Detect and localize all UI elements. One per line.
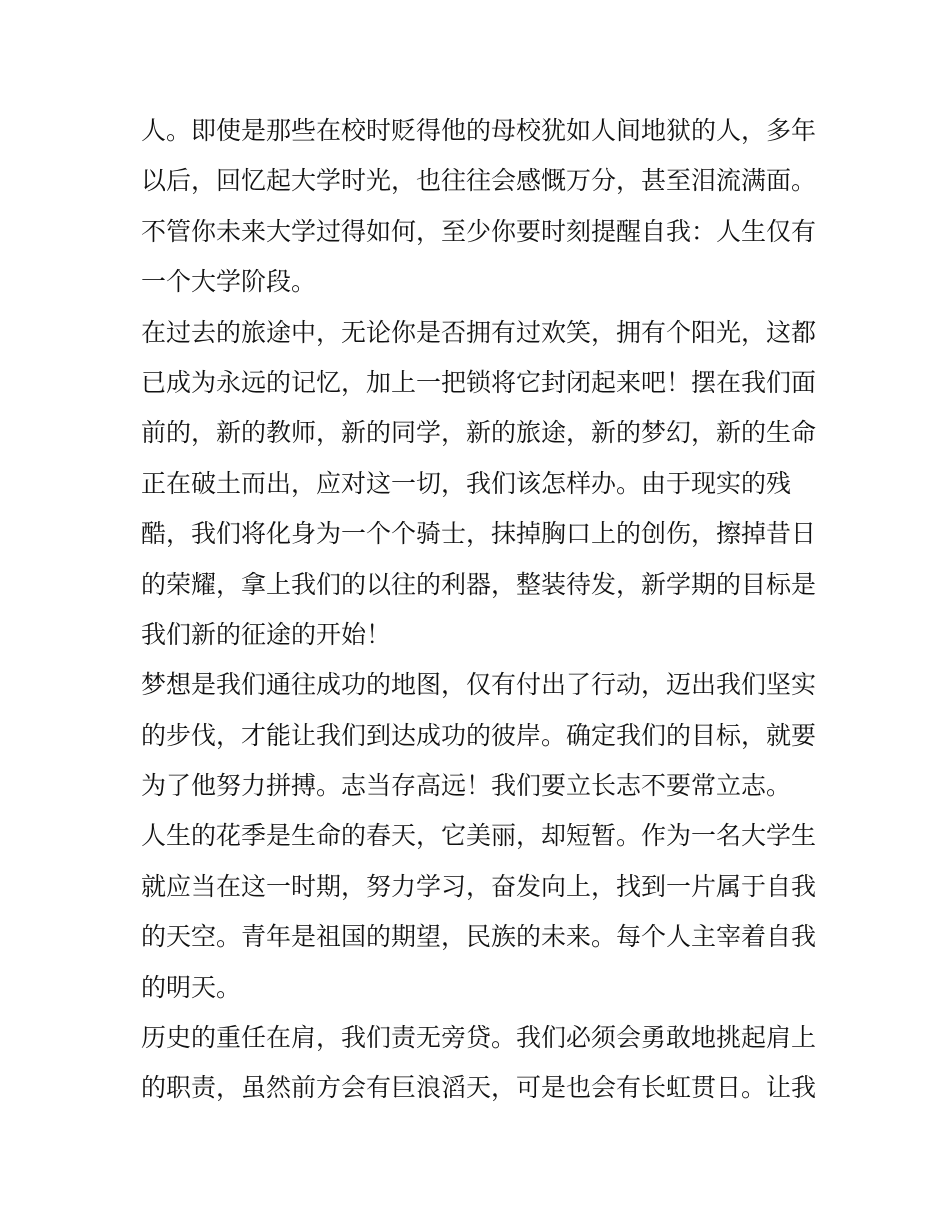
text-line: 人。即使是那些在校时贬得他的母校犹如人间地狱的人，多年 bbox=[141, 116, 817, 145]
text-line: 人生的花季是生命的春天，它美丽，却短暂。作为一名大学生 bbox=[141, 821, 817, 851]
text-line: 的荣耀，拿上我们的以往的利器，整装待发，新学期的目标是 bbox=[141, 569, 817, 599]
text-line: 历史的重任在肩，我们责无旁贷。我们必须会勇敢地挑起肩上 bbox=[141, 1023, 817, 1053]
text-line: 就应当在这一时期，努力学习，奋发向上，找到一片属于自我 bbox=[141, 871, 817, 901]
text-line: 梦想是我们通往成功的地图，仅有付出了行动，迈出我们坚实 bbox=[141, 670, 817, 700]
text-line: 的步伐，才能让我们到达成功的彼岸。确定我们的目标，就要 bbox=[141, 720, 817, 750]
text-line: 已成为永远的记忆，加上一把锁将它封闭起来吧！摆在我们面 bbox=[141, 367, 817, 397]
text-line: 的天空。青年是祖国的期望，民族的未来。每个人主宰着自我 bbox=[141, 922, 817, 952]
text-line: 正在破土而出，应对这一切，我们该怎样办。由于现实的残 bbox=[141, 468, 792, 498]
text-line: 前的，新的教师，新的同学，新的旅途，新的梦幻，新的生命 bbox=[141, 418, 817, 448]
text-line: 以后，回忆起大学时光，也往往会感慨万分，甚至泪流满面。 bbox=[141, 166, 817, 196]
text-line: 的职责，虽然前方会有巨浪滔天，可是也会有长虹贯日。让我 bbox=[141, 1073, 817, 1103]
text-line: 的明天。 bbox=[141, 972, 242, 1002]
text-line: 为了他努力拼搏。志当存高远！我们要立长志不要常立志。 bbox=[141, 771, 792, 801]
text-line: 酷，我们将化身为一个个骑士，抹掉胸口上的创伤，擦掉昔日 bbox=[141, 519, 817, 549]
body-text bbox=[141, 106, 821, 1114]
text-line: 一个大学阶段。 bbox=[141, 267, 317, 297]
text-line: 不管你未来大学过得如何，至少你要时刻提醒自我：人生仅有 bbox=[141, 216, 817, 246]
text-line: 在过去的旅途中，无论你是否拥有过欢笑，拥有个阳光，这都 bbox=[141, 317, 817, 347]
text-line: 我们新的征途的开始！ bbox=[141, 619, 392, 649]
